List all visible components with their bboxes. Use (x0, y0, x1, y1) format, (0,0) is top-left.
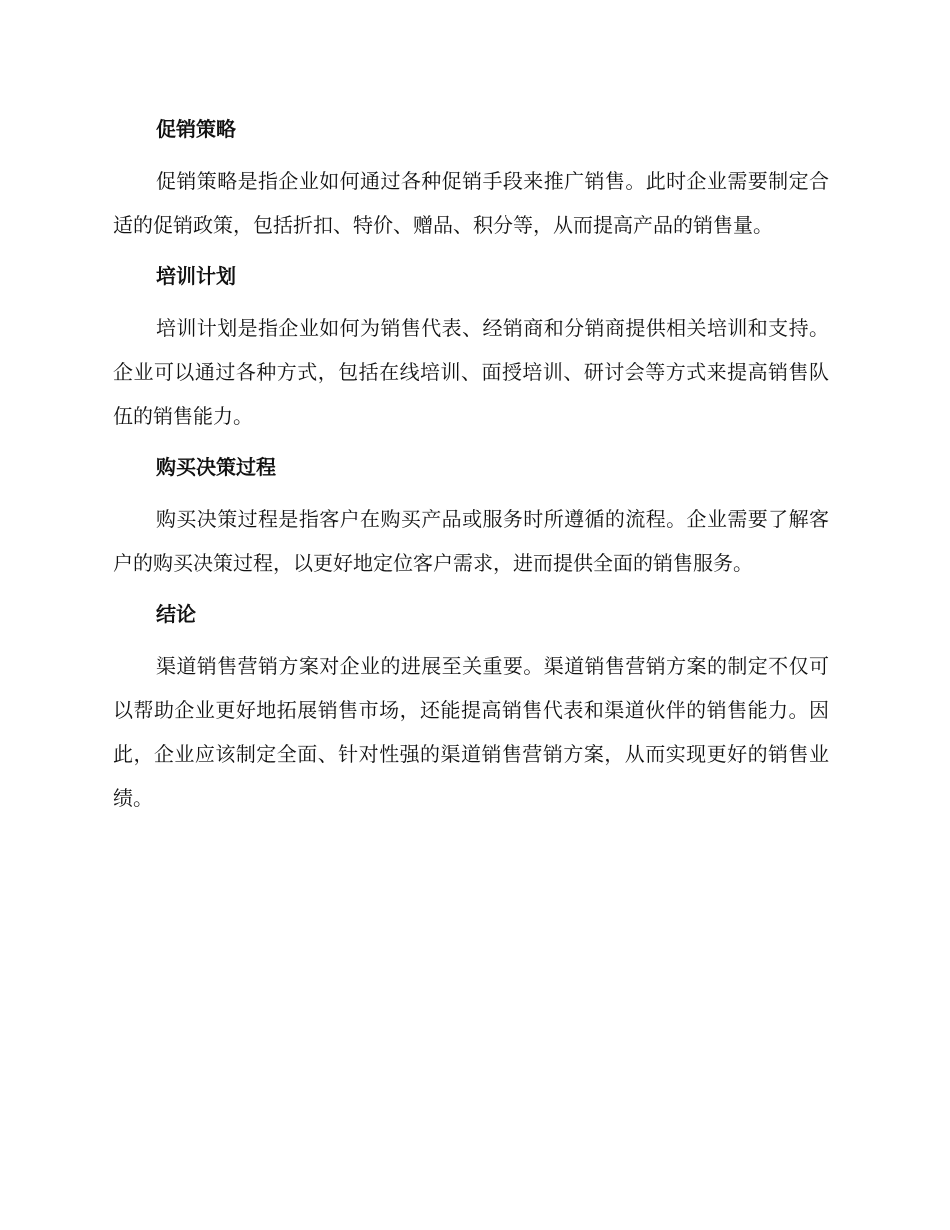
section-body: 购买决策过程是指客户在购买产品或服务时所遵循的流程。企业需要了解客户的购买决策过程，以更好地定位客户需求，进而提供全面的销售服务。 (113, 507, 829, 575)
section-body: 促销策略是指企业如何通过各种促销手段来推广销售。此时企业需要制定合适的促销政策，包括折扣、特价、赠品、积分等，从而提高产品的销售量。 (113, 169, 829, 237)
section-promotion-strategy (113, 108, 829, 247)
section-training-plan (113, 255, 829, 438)
document-content (113, 108, 829, 828)
section-heading: 结论 (156, 602, 196, 626)
section-purchase-decision (113, 446, 829, 585)
section-conclusion (113, 593, 829, 820)
section-body: 渠道销售营销方案对企业的进展至关重要。渠道销售营销方案的制定不仅可以帮助企业更好地拓展销售市场，还能提高销售代表和渠道伙伴的销售能力。因此，企业应该制定全面、针对性强的渠道销售营销方案，从而实现更好的销售业绩。 (113, 654, 829, 810)
section-body: 培训计划是指企业如何为销售代表、经销商和分销商提供相关培训和支持。企业可以通过各种方式，包括在线培训、面授培训、研讨会等方式来提高销售队伍的销售能力。 (113, 316, 829, 428)
section-heading: 培训计划 (156, 264, 236, 288)
section-heading: 促销策略 (156, 117, 236, 141)
section-heading: 购买决策过程 (156, 455, 276, 479)
